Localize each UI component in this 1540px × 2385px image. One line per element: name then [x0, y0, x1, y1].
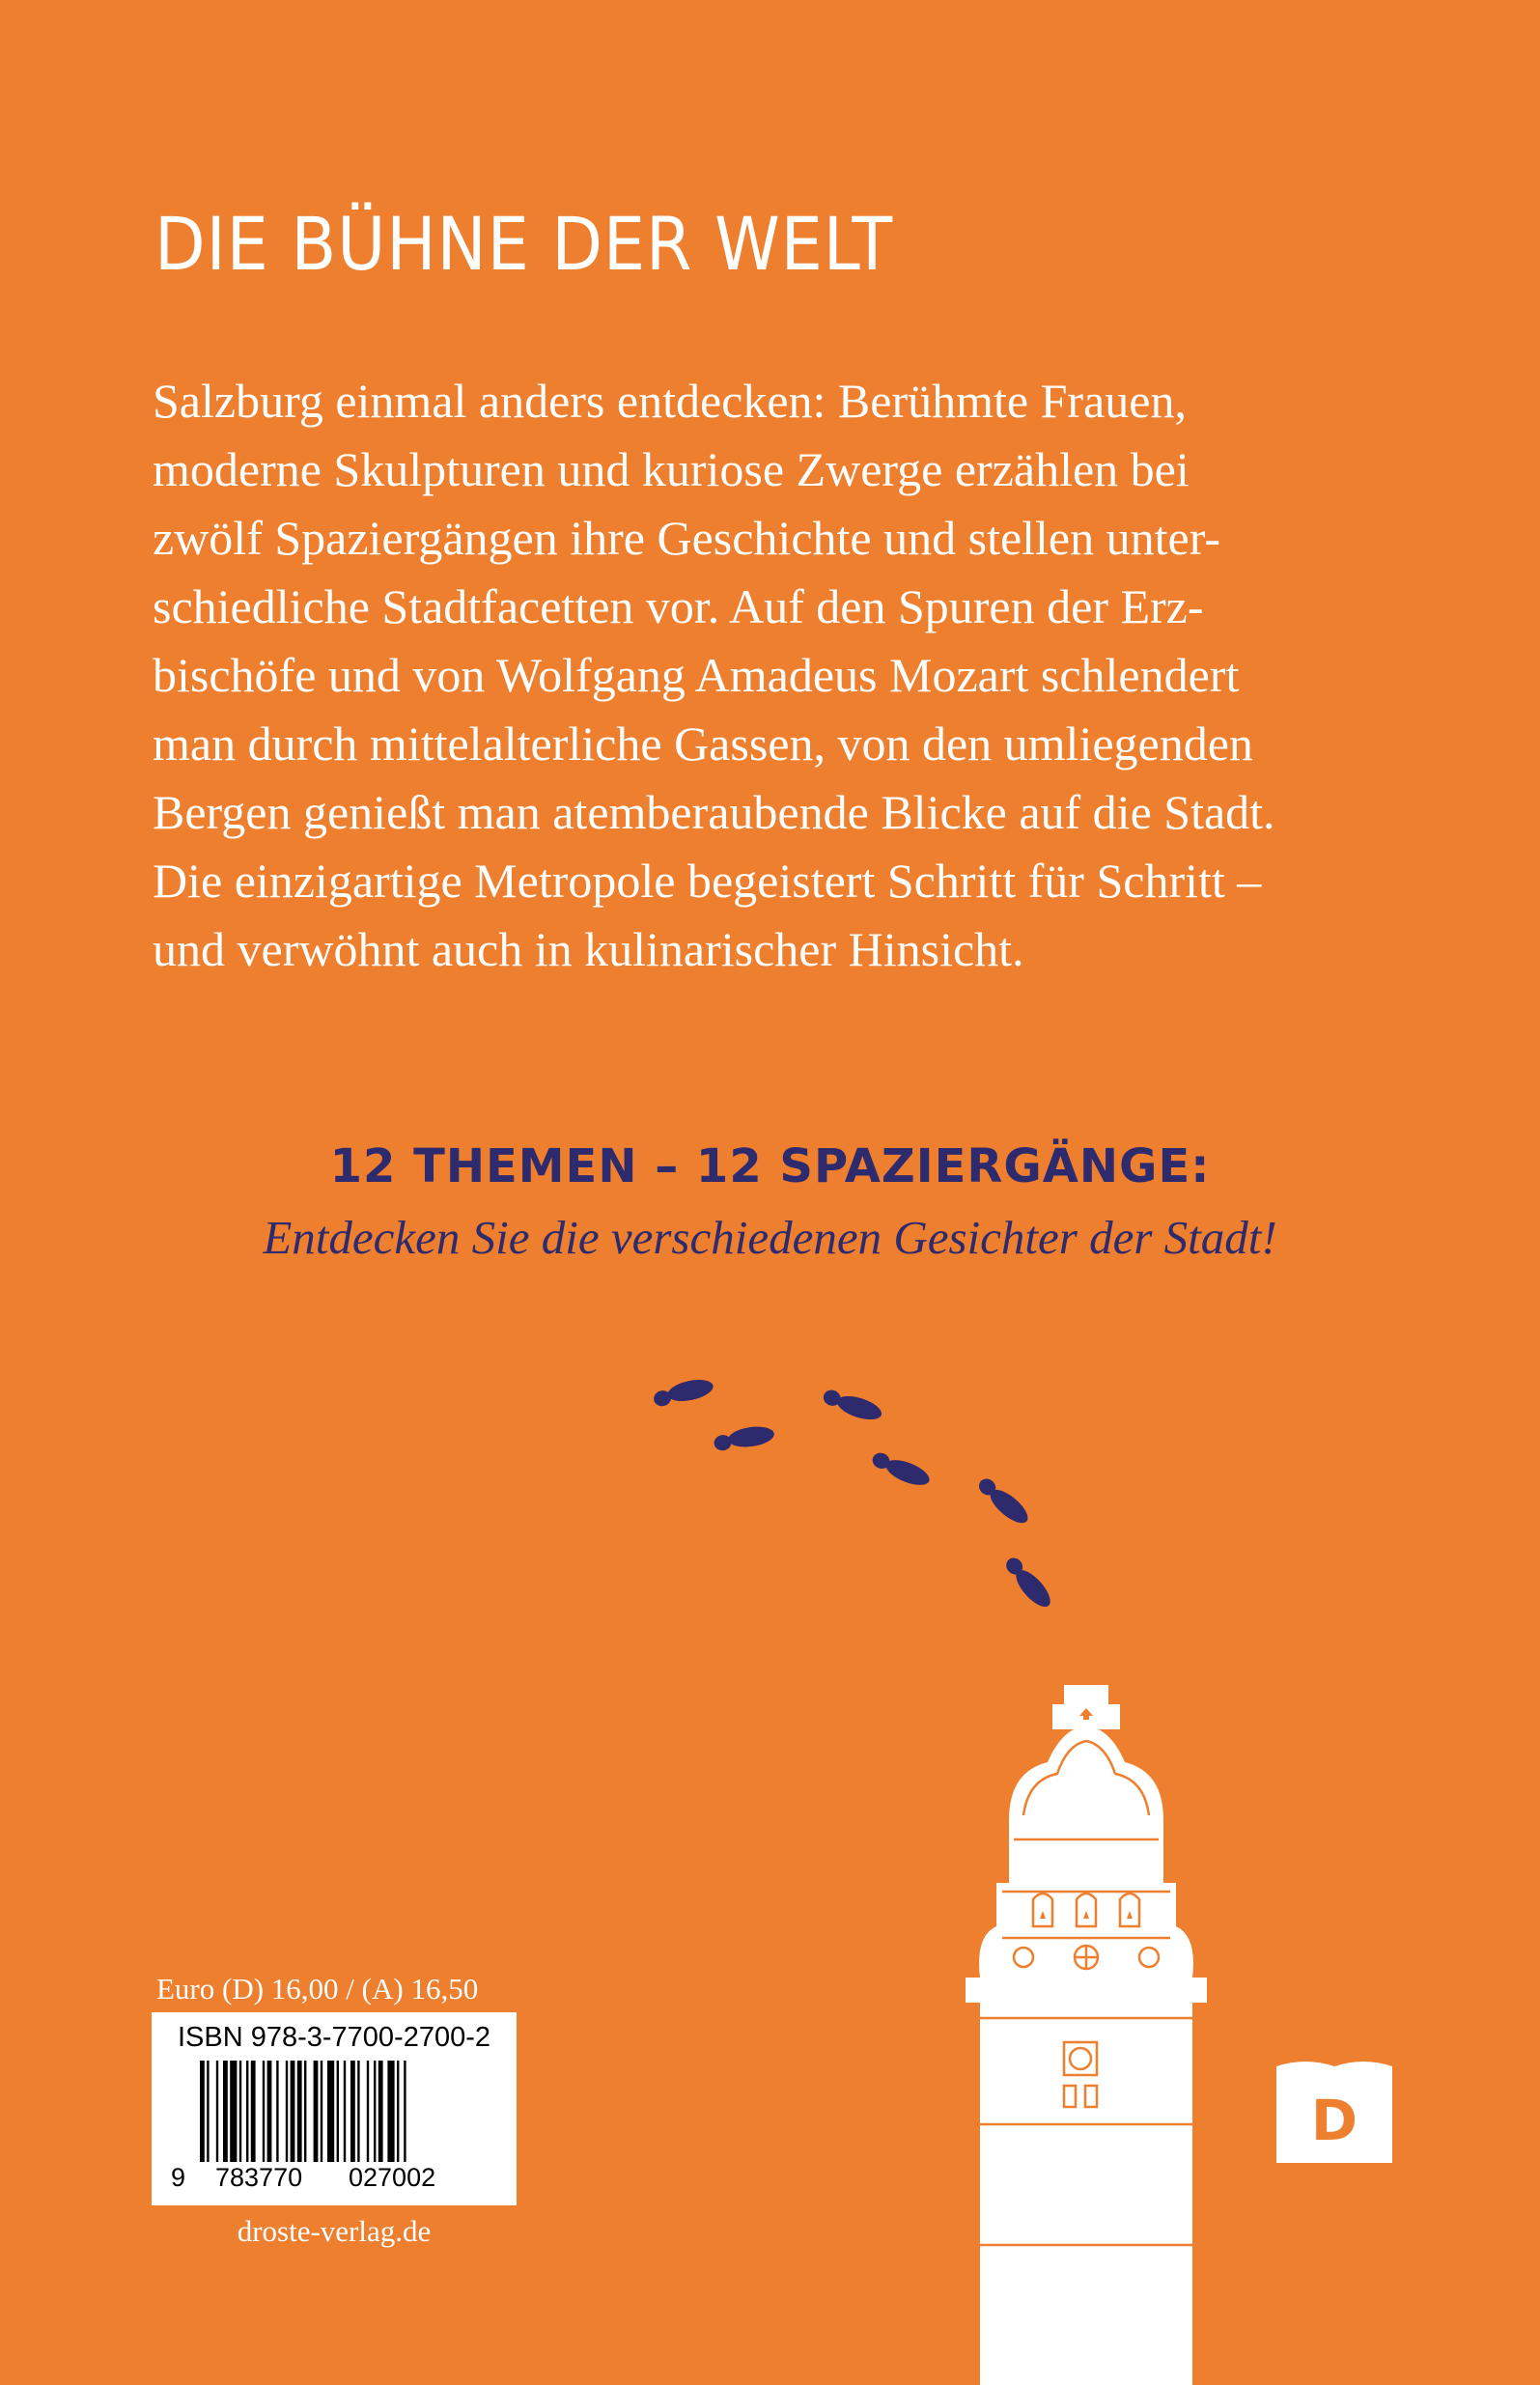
publisher-website: droste-verlag.de: [237, 2214, 432, 2248]
barcode-digit-first: 9: [171, 2163, 186, 2192]
blurb-line: zwölf Spaziergängen ihre Geschichte und stellen unter-: [153, 511, 1221, 565]
isbn: ISBN 978-3-7700-2700-2: [177, 2022, 491, 2053]
blurb-text: [153, 367, 1369, 984]
blurb-line: und verwöhnt auch in kulinarischer Hinsicht.: [153, 922, 1024, 976]
tower-illustration: [956, 1685, 1217, 2385]
blurb-line: bischöfe und von Wolfgang Amadeus Mozart schlendert: [153, 648, 1240, 702]
blurb-line: Bergen genießt man atemberaubende Blicke auf die Stadt.: [153, 785, 1275, 839]
publisher-logo-icon: [1276, 2057, 1392, 2163]
footprints-icon: [637, 1361, 1081, 1641]
barcode-icon: [200, 2061, 470, 2167]
price: Euro (D) 16,00 / (A) 16,50: [156, 1972, 479, 2006]
feature-heading: 12 THEMEN – 12 SPAZIERGÄNGE:: [329, 1139, 1211, 1193]
barcode-digits-right: 027002: [349, 2163, 436, 2192]
publisher-logo-letter: D: [1310, 2088, 1358, 2153]
feature-subline: Entdecken Sie die verschiedenen Gesichter der Stadt!: [263, 1211, 1277, 1264]
blurb-line: Salzburg einmal anders entdecken: Berühmte Frauen,: [153, 374, 1187, 428]
blurb-line: schiedliche Stadtfacetten vor. Auf den Spuren der Erz-: [153, 579, 1204, 633]
barcode-digits-left: 783770: [215, 2163, 303, 2192]
blurb-line: moderne Skulpturen und kuriose Zwerge erzählen bei: [153, 442, 1190, 496]
book-title: DIE BÜHNE DER WELT: [154, 201, 894, 287]
blurb-line: man durch mittelalterliche Gassen, von den umliegenden: [153, 716, 1253, 771]
barcode-box: [152, 2012, 517, 2205]
blurb-line: Die einzigartige Metropole begeistert Schritt für Schritt –: [153, 854, 1262, 908]
